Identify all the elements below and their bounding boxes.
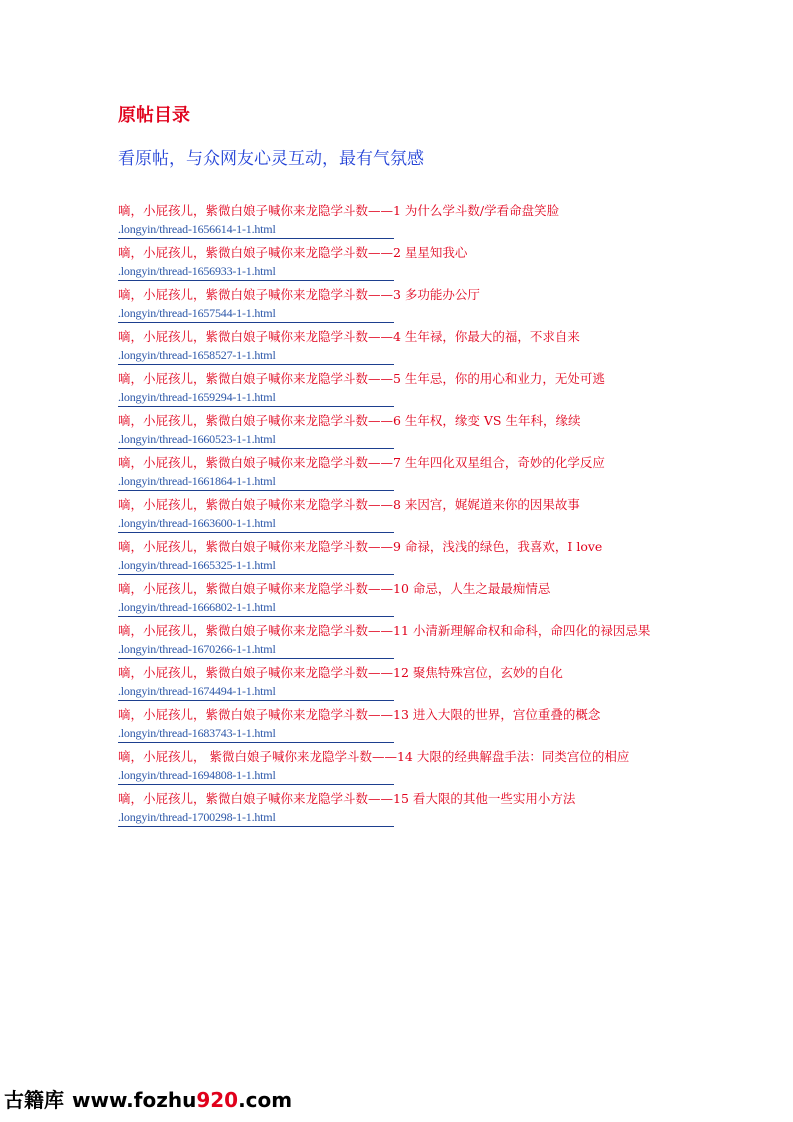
thread-link[interactable]: .longyin/thread-1656933-1-1.html (118, 263, 394, 281)
footer-brand-name: 古籍库 (4, 1088, 64, 1112)
thread-title: 嘀，小屁孩儿，紫微白娘子喊你来龙隐学斗数——2 星星知我心 (118, 245, 468, 260)
page-subtitle: 看原帖，与众网友心灵互动，最有气氛感 (118, 149, 424, 169)
thread-link[interactable]: .longyin/thread-1663600-1-1.html (118, 515, 394, 533)
thread-title: 嘀，小屁孩儿，紫微白娘子喊你来龙隐学斗数——15 看大限的其他一些实用小方法 (118, 791, 576, 806)
thread-title: 嘀，小屁孩儿，紫微白娘子喊你来龙隐学斗数——11 小清新理解命权和命科，命四化的禄因忌果 (118, 623, 651, 638)
thread-link[interactable]: .longyin/thread-1674494-1-1.html (118, 683, 394, 701)
footer-url-number: 920 (196, 1088, 239, 1112)
thread-title: 嘀，小屁孩儿，紫微白娘子喊你来龙隐学斗数——5 生年忌，你的用心和业力，无处可逃 (118, 371, 605, 386)
thread-link[interactable]: .longyin/thread-1658527-1-1.html (118, 347, 394, 365)
thread-title: 嘀，小屁孩儿，紫微白娘子喊你来龙隐学斗数——4 生年禄，你最大的福，不求自来 (118, 329, 580, 344)
thread-link[interactable]: .longyin/thread-1694808-1-1.html (118, 767, 394, 785)
thread-link[interactable]: .longyin/thread-1670266-1-1.html (118, 641, 394, 659)
thread-link[interactable]: .longyin/thread-1656614-1-1.html (118, 221, 394, 239)
thread-title: 嘀，小屁孩儿，紫微白娘子喊你来龙隐学斗数——12 聚焦特殊宫位，玄妙的自化 (118, 665, 563, 680)
thread-title: 嘀，小屁孩儿，紫微白娘子喊你来龙隐学斗数——9 命禄，浅浅的绿色，我喜欢，I love (118, 539, 603, 554)
thread-title: 嘀，小屁孩儿， 紫微白娘子喊你来龙隐学斗数——14 大限的经典解盘手法：同类宫位的相应 (118, 749, 630, 764)
thread-link[interactable]: .longyin/thread-1661864-1-1.html (118, 473, 394, 491)
thread-title: 嘀，小屁孩儿，紫微白娘子喊你来龙隐学斗数——1 为什么学斗数/学看命盘笑脸 (118, 203, 560, 218)
thread-title: 嘀，小屁孩儿，紫微白娘子喊你来龙隐学斗数——8 来因宫，娓娓道来你的因果故事 (118, 497, 580, 512)
thread-link[interactable]: .longyin/thread-1700298-1-1.html (118, 809, 394, 827)
thread-title: 嘀，小屁孩儿，紫微白娘子喊你来龙隐学斗数——13 进入大限的世界，宫位重叠的概念 (118, 707, 601, 722)
thread-list (118, 200, 678, 830)
thread-title: 嘀，小屁孩儿，紫微白娘子喊你来龙隐学斗数——10 命忌，人生之最最痴情忌 (118, 581, 551, 596)
thread-link[interactable]: .longyin/thread-1666802-1-1.html (118, 599, 394, 617)
thread-link[interactable]: .longyin/thread-1660523-1-1.html (118, 431, 394, 449)
thread-link[interactable]: .longyin/thread-1683743-1-1.html (118, 725, 394, 743)
page-title: 原帖目录 (118, 105, 190, 126)
thread-link[interactable]: .longyin/thread-1659294-1-1.html (118, 389, 394, 407)
thread-title: 嘀，小屁孩儿，紫微白娘子喊你来龙隐学斗数——3 多功能办公厅 (118, 287, 480, 302)
thread-title: 嘀，小屁孩儿，紫微白娘子喊你来龙隐学斗数——6 生年权，缘变 VS 生年科，缘续 (118, 413, 581, 428)
thread-link[interactable]: .longyin/thread-1657544-1-1.html (118, 305, 394, 323)
footer-url-prefix: www.fozhu (72, 1088, 197, 1112)
footer-watermark (4, 1086, 292, 1114)
thread-title: 嘀，小屁孩儿，紫微白娘子喊你来龙隐学斗数——7 生年四化双星组合，奇妙的化学反应 (118, 455, 605, 470)
thread-link[interactable]: .longyin/thread-1665325-1-1.html (118, 557, 394, 575)
footer-url-suffix: .com (238, 1088, 293, 1112)
